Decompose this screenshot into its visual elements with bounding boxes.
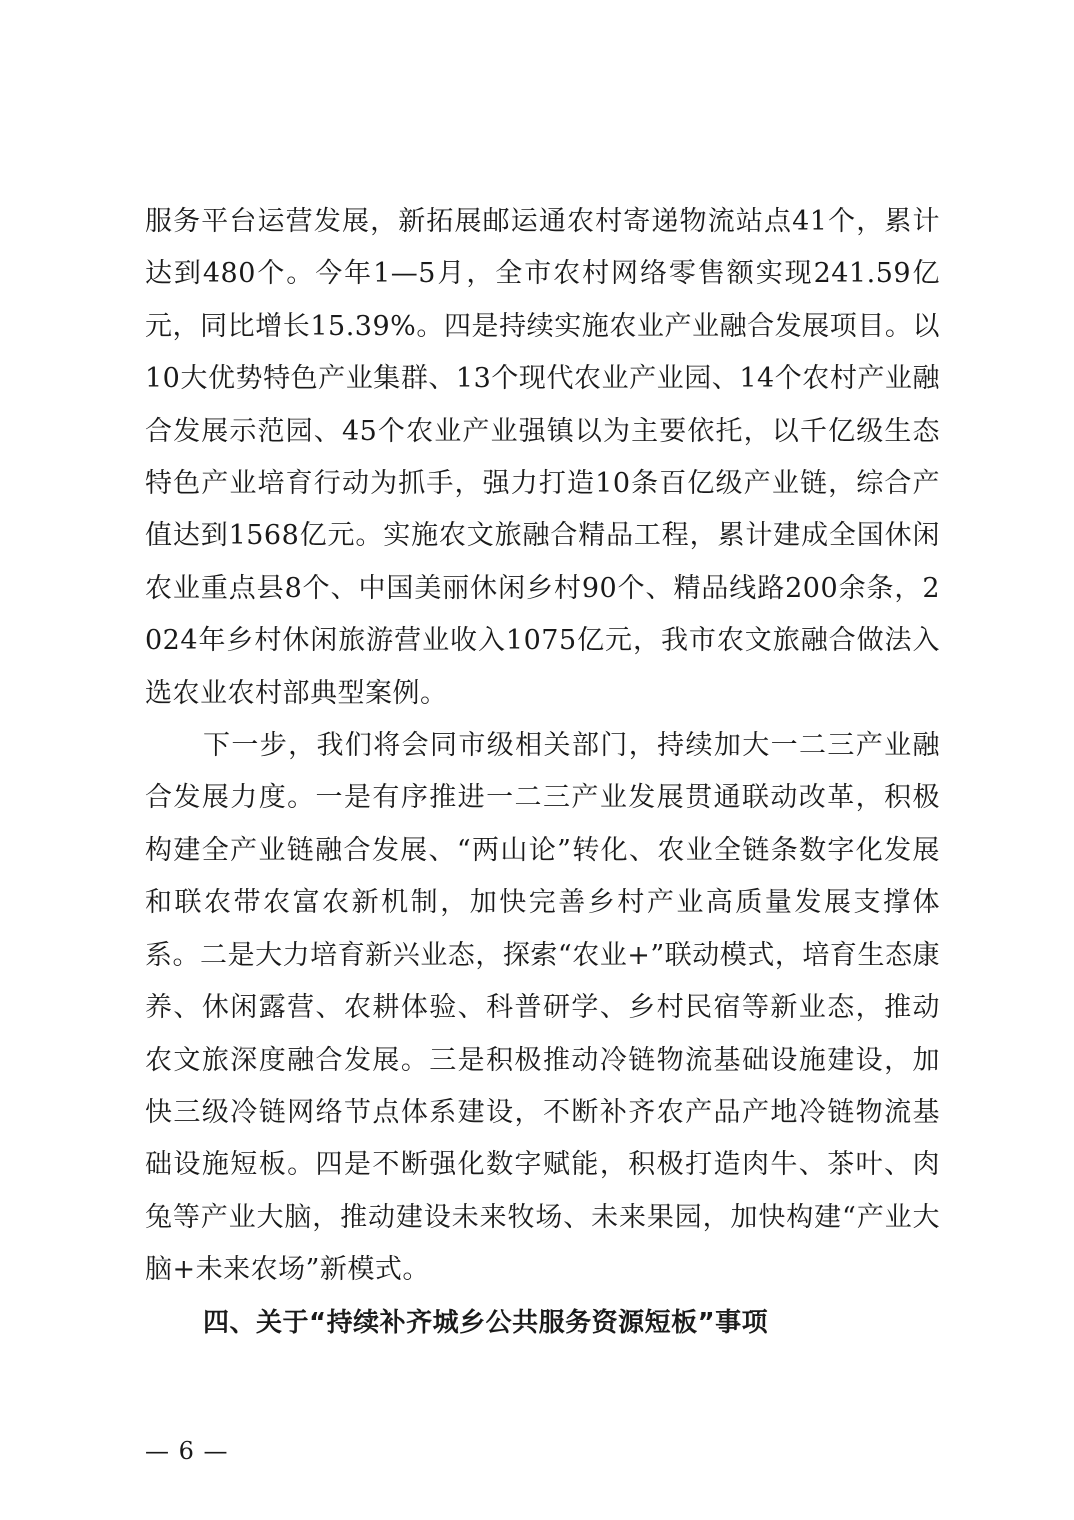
page-number: — 6 — (145, 1437, 229, 1465)
body-text (145, 196, 940, 1349)
section-heading: 四、关于“持续补齐城乡公共服务资源短板”事项 (203, 1307, 769, 1338)
paragraph-continuation: 服务平台运营发展，新拓展邮运通农村寄递物流站点41个，累计达到480个。今年1—5月，全市农村网络零售额实现241.59亿元，同比增长15.39%。四是持续实施农业产业融合发展项目。以10大优势特色产业集群、13个现代农业产业园、14个农村产业融合发展示范园、45个农业产业强镇以为主要依托，以千亿级生态特色产业培育行动为抓手，强力打造10条百亿级产业链，综合产值达到1568亿元。实施农文旅融合精品工程，累计建成全国休闲农业重点县8个、中国美丽休闲乡村90个、精品线路200余条，2024年乡村休闲旅游营业收入1075亿元，我市农文旅融合做法入选农业农村部典型案例。 (145, 206, 940, 709)
paragraph-next-steps: 下一步，我们将会同市级相关部门，持续加大一二三产业融合发展力度。一是有序推进一二三产业发展贯通联动改革，积极构建全产业链融合发展、“两山论”转化、农业全链条数字化发展和联农带农富农新机制，加快完善乡村产业高质量发展支撑体系。二是大力培育新兴业态，探索“农业+”联动模式，培育生态康养、休闲露营、农耕体验、科普研学、乡村民宿等新业态，推动农文旅深度融合发展。三是积极推动冷链物流基础设施建设，加快三级冷链网络节点体系建设，不断补齐农产品产地冷链物流基础设施短板。四是不断强化数字赋能，积极打造肉牛、茶叶、肉兔等产业大脑，推动建设未来牧场、未来果园，加快构建“产业大脑+未来农场”新模式。 (145, 730, 940, 1286)
